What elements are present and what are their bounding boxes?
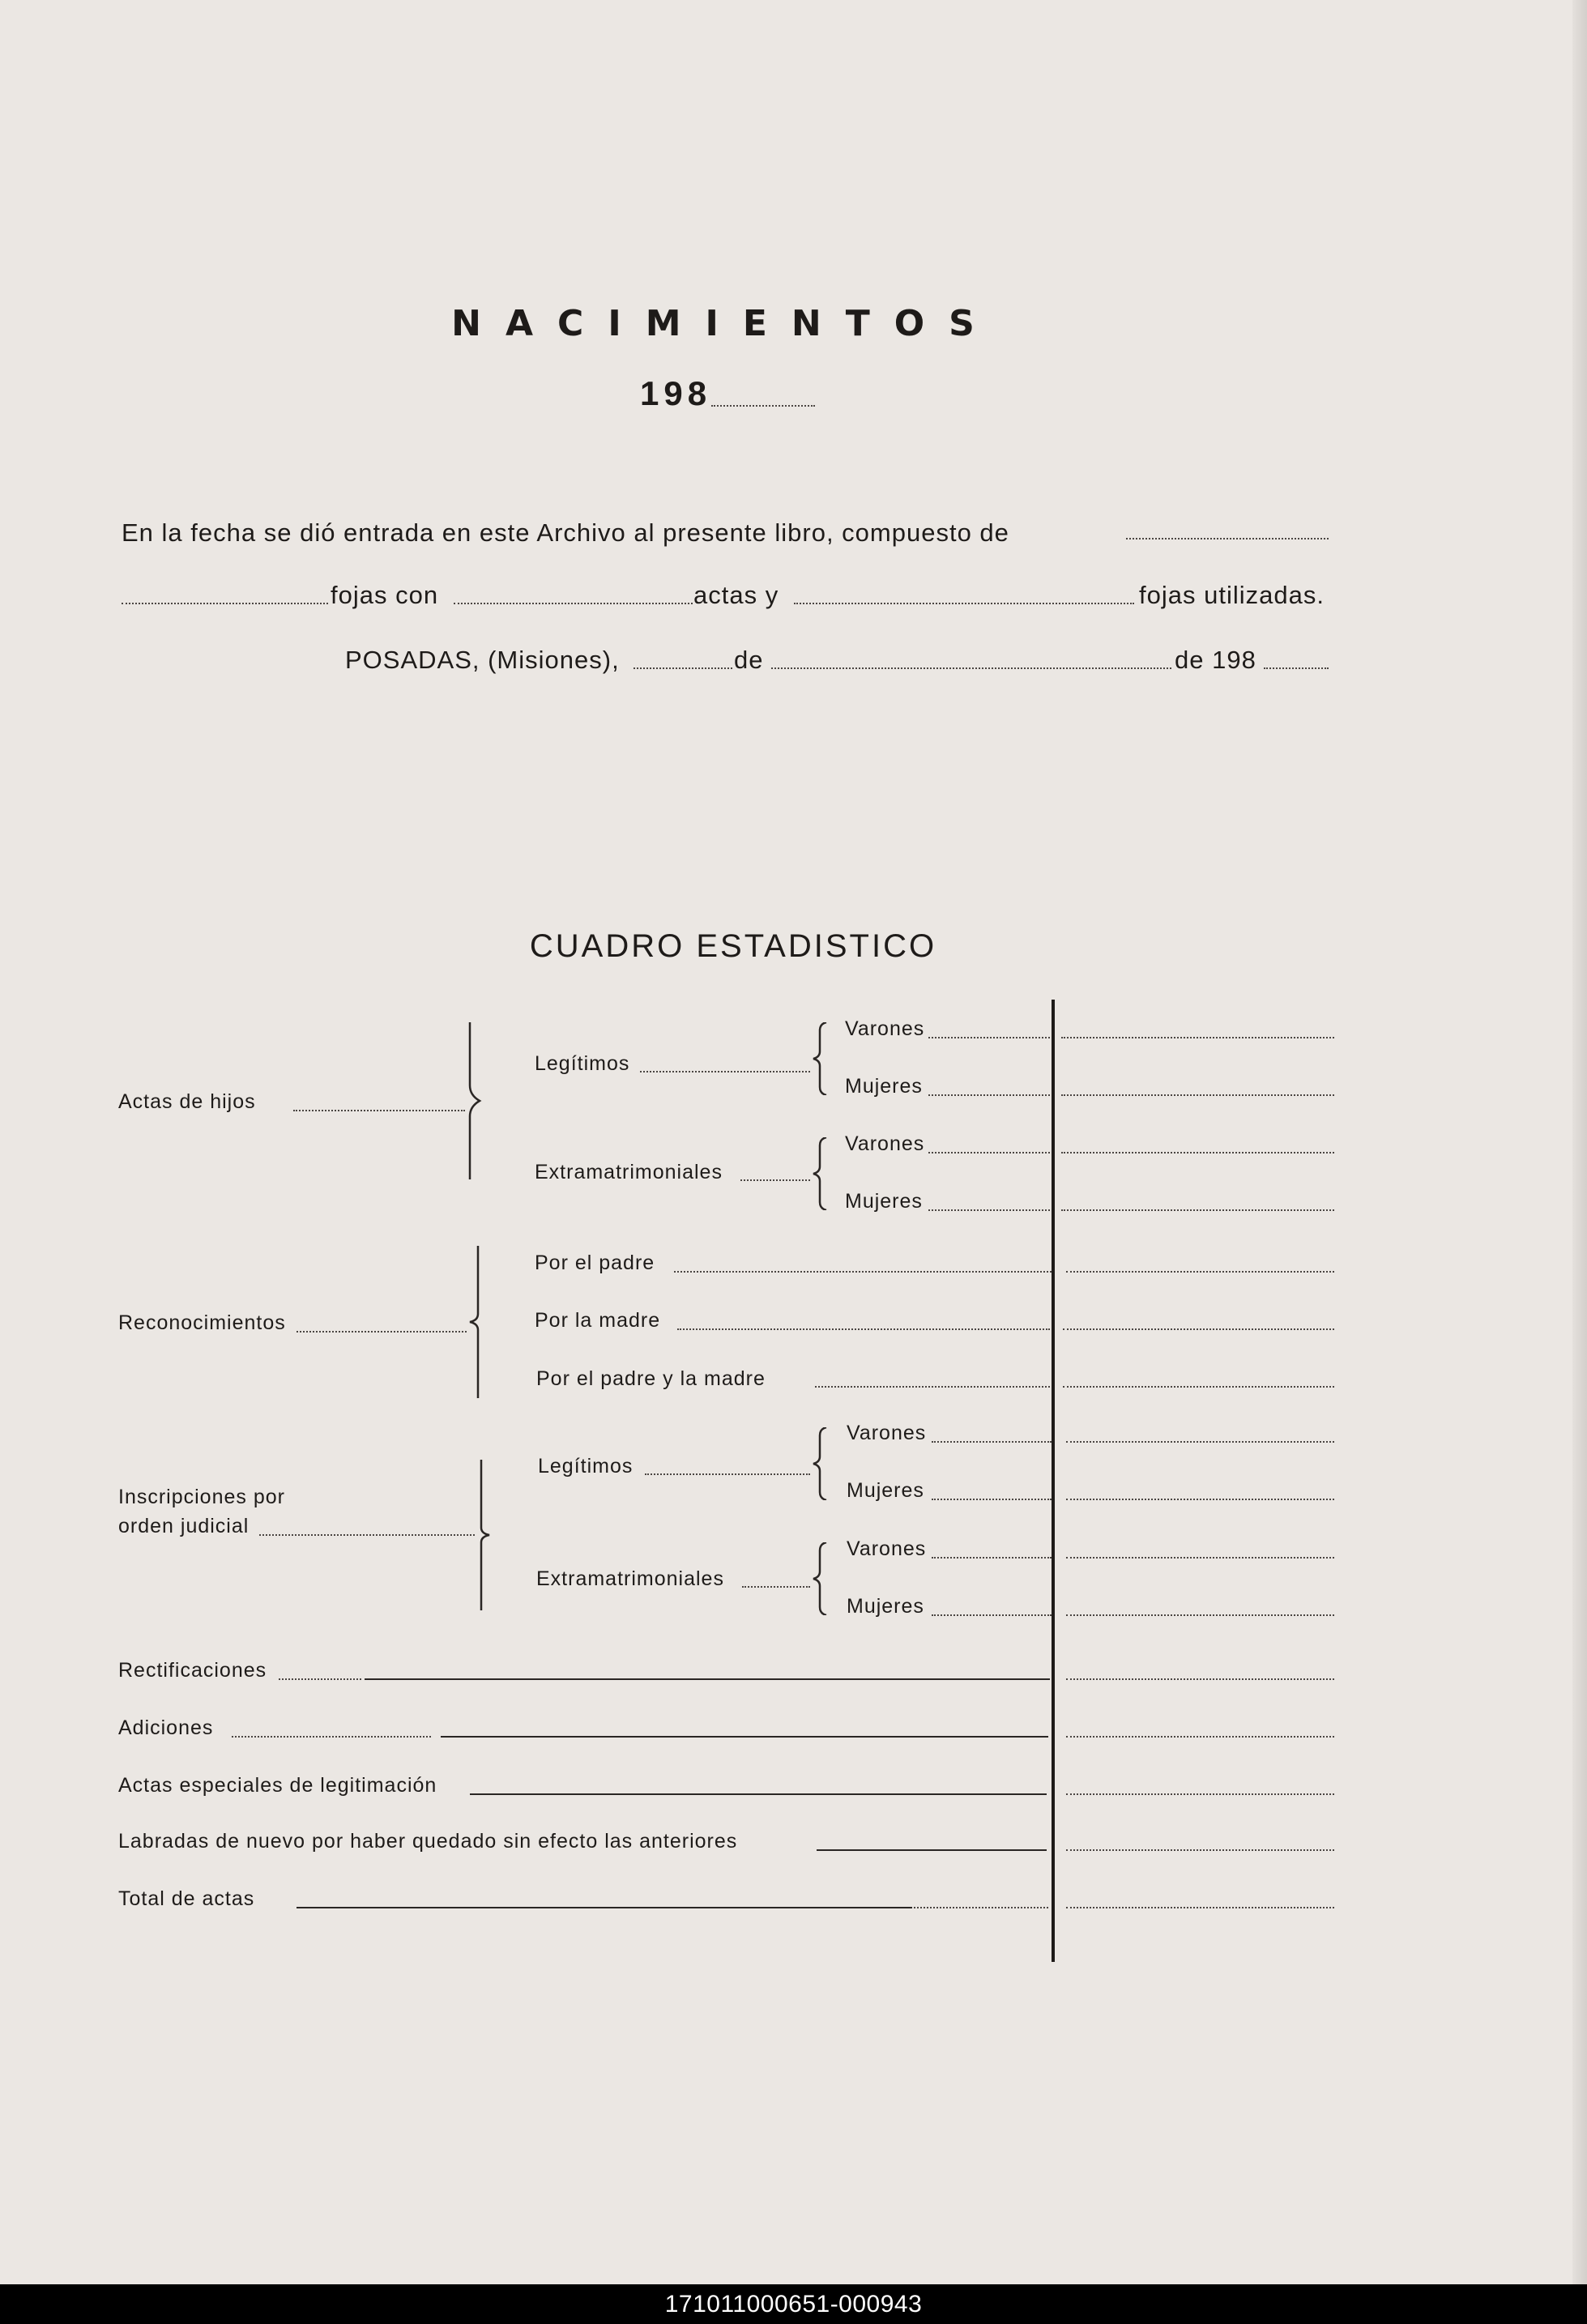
mujeres-blank[interactable]: [932, 1614, 1052, 1616]
fojas-con-label: fojas con: [331, 581, 439, 609]
page-title: NACIMIENTOS: [451, 303, 999, 344]
column-divider: [1052, 1000, 1055, 1962]
legitimos-label: Legítimos: [538, 1455, 634, 1478]
total-actas-blank[interactable]: [296, 1907, 912, 1908]
adiciones-leader: [232, 1736, 431, 1738]
varones-label: Varones: [847, 1422, 927, 1444]
actas-y-label: actas y: [693, 581, 779, 609]
fojas-total-blank[interactable]: [1126, 538, 1329, 539]
legitimos-brace: [810, 1022, 831, 1095]
fojas-used-blank[interactable]: [794, 603, 1134, 604]
year-blank[interactable]: [711, 405, 815, 407]
total-actas-label: Total de actas: [118, 1887, 255, 1910]
rectificaciones-total-blank[interactable]: [1066, 1678, 1334, 1680]
day-blank[interactable]: [634, 667, 732, 669]
mujeres-blank[interactable]: [928, 1209, 1050, 1211]
varones-label: Varones: [845, 1017, 925, 1040]
year-end-blank[interactable]: [1264, 667, 1329, 669]
inscripciones-brace: [473, 1460, 494, 1610]
mujeres-total-blank[interactable]: [1061, 1094, 1334, 1096]
varones-blank[interactable]: [928, 1152, 1050, 1153]
actas-especiales-label: Actas especiales de legitimación: [118, 1774, 437, 1797]
page-edge: [1572, 0, 1587, 2284]
reconocimientos-leader: [296, 1331, 467, 1333]
rectificaciones-leader: [279, 1678, 361, 1680]
extramatrimoniales-label: Extramatrimoniales: [535, 1161, 723, 1183]
legitimos-leader: [640, 1071, 810, 1072]
por-padre-label: Por el padre: [535, 1252, 655, 1274]
varones-label: Varones: [845, 1132, 925, 1155]
stats-heading: CUADRO ESTADISTICO: [529, 928, 937, 964]
mujeres-label: Mujeres: [847, 1595, 924, 1618]
varones-blank[interactable]: [928, 1037, 1050, 1038]
actas-hijos-brace: [465, 1022, 486, 1179]
por-madre-blank[interactable]: [677, 1328, 1050, 1330]
labradas-total-blank[interactable]: [1066, 1849, 1334, 1851]
adiciones-total-blank[interactable]: [1066, 1736, 1334, 1738]
varones-blank[interactable]: [932, 1557, 1052, 1559]
inscripciones-leader: [259, 1534, 475, 1536]
por-padre-blank[interactable]: [674, 1271, 1052, 1273]
varones-total-blank[interactable]: [1061, 1152, 1334, 1153]
varones-total-blank[interactable]: [1066, 1557, 1334, 1559]
fojas-count-blank[interactable]: [122, 603, 328, 604]
inscripciones-label-1: Inscripciones por: [118, 1486, 285, 1508]
extramatrimoniales-brace: [810, 1137, 831, 1210]
por-padre-madre-blank[interactable]: [815, 1386, 1050, 1388]
month-blank[interactable]: [771, 667, 1171, 669]
legitimos-brace: [810, 1427, 831, 1500]
de-198-label: de 198: [1175, 646, 1256, 674]
year-label: 198: [640, 374, 712, 412]
varones-blank[interactable]: [932, 1441, 1052, 1443]
posadas-label: POSADAS, (Misiones),: [345, 646, 620, 674]
inscripciones-label-2: orden judicial: [118, 1515, 250, 1537]
extramatrimoniales-label: Extramatrimoniales: [536, 1567, 724, 1590]
actas-count-blank[interactable]: [454, 603, 693, 604]
rectificaciones-label: Rectificaciones: [118, 1659, 267, 1682]
actas-especiales-total-blank[interactable]: [1066, 1793, 1334, 1795]
total-actas-leader: [914, 1907, 1048, 1908]
varones-total-blank[interactable]: [1061, 1037, 1334, 1038]
mujeres-blank[interactable]: [928, 1094, 1050, 1096]
por-madre-label: Por la madre: [535, 1309, 661, 1332]
rectificaciones-blank[interactable]: [365, 1678, 1050, 1680]
adiciones-blank[interactable]: [441, 1736, 1048, 1738]
de-label: de: [734, 646, 764, 674]
actas-hijos-label: Actas de hijos: [118, 1090, 256, 1113]
extramatrimoniales-leader: [740, 1179, 810, 1181]
mujeres-blank[interactable]: [932, 1499, 1052, 1500]
por-padre-total-blank[interactable]: [1066, 1271, 1334, 1273]
varones-label: Varones: [847, 1537, 927, 1560]
footer-id-bar: 171011000651-000943: [0, 2284, 1587, 2324]
mujeres-label: Mujeres: [847, 1479, 924, 1502]
extramatrimoniales-brace: [810, 1542, 831, 1615]
fojas-utilizadas-label: fojas utilizadas.: [1139, 581, 1325, 609]
por-padre-madre-label: Por el padre y la madre: [536, 1367, 766, 1390]
extramatrimoniales-leader: [742, 1586, 810, 1588]
por-padre-madre-total-blank[interactable]: [1063, 1386, 1334, 1388]
reconocimientos-label: Reconocimientos: [118, 1311, 286, 1334]
labradas-blank[interactable]: [817, 1849, 1047, 1851]
mujeres-total-blank[interactable]: [1061, 1209, 1334, 1211]
mujeres-label: Mujeres: [845, 1075, 923, 1098]
por-madre-total-blank[interactable]: [1063, 1328, 1334, 1330]
varones-total-blank[interactable]: [1066, 1441, 1334, 1443]
actas-hijos-leader: [293, 1110, 465, 1111]
mujeres-total-blank[interactable]: [1066, 1499, 1334, 1500]
mujeres-total-blank[interactable]: [1066, 1614, 1334, 1616]
legitimos-leader: [645, 1473, 810, 1475]
mujeres-label: Mujeres: [845, 1190, 923, 1213]
intro-line-1: En la fecha se dió entrada en este Archivo al presente libro, compuesto de: [122, 518, 1009, 547]
actas-especiales-blank[interactable]: [470, 1793, 1047, 1795]
total-actas-total-blank[interactable]: [1066, 1907, 1334, 1908]
reconocimientos-brace: [467, 1246, 488, 1398]
adiciones-label: Adiciones: [118, 1716, 214, 1739]
legitimos-label: Legítimos: [535, 1052, 630, 1075]
labradas-label: Labradas de nuevo por haber quedado sin efecto las anteriores: [118, 1830, 738, 1853]
